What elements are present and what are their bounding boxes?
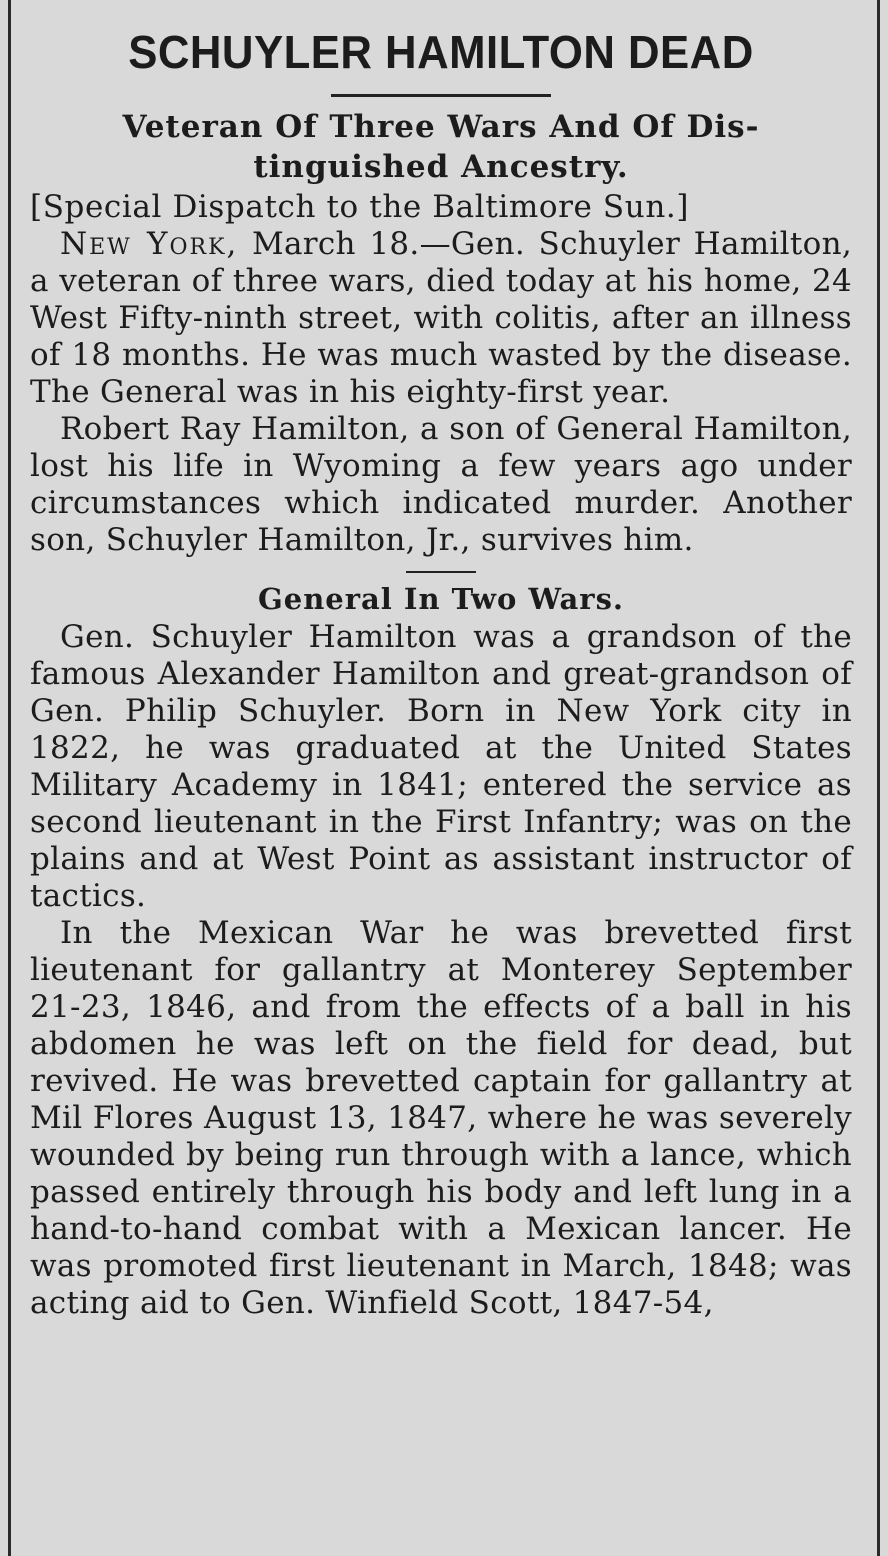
headline-divider xyxy=(331,94,551,97)
deck-line-1: Veteran Of Three Wars And Of Dis- xyxy=(122,109,760,145)
column-rule-right xyxy=(877,0,880,1556)
section-divider xyxy=(406,571,476,573)
column-rule-left xyxy=(8,0,11,1556)
article-column xyxy=(30,22,852,1322)
paragraph-1-text: March 18.—Gen. Schuyler Hamilton, a veteran of three wars, died today at his home, 24 West Fifty-ninth street, with colitis, after an illness of 18 months. He was much wasted by the disease. The General was in his eighty-first year. xyxy=(30,226,852,410)
paragraph-3: Gen. Schuyler Hamilton was a grandson of the famous Alexander Hamilton and great-grandson of Gen. Philip Schuyler. Born in New York city in 1822, he was graduated at the United States Military Academy in 1841; entered the service as second lieutenant in the First Infantry; was on the plains and at West Point as assistant instructor of tactics. xyxy=(30,619,852,914)
dispatch-credit: [Special Dispatch to the Baltimore Sun.] xyxy=(30,189,690,225)
paragraph-1 xyxy=(30,226,852,411)
deck-line-2: tinguished Ancestry. xyxy=(253,149,629,185)
paragraph-2: Robert Ray Hamilton, a son of General Hamilton, lost his life in Wyoming a few years ago under circumstances which indicated murder. Another son, Schuyler Hamilton, Jr., survives him. xyxy=(30,411,852,558)
paragraph-4: In the Mexican War he was brevetted first lieutenant for gallantry at Monterey September 21-23, 1846, and from the effects of a ball in his abdomen he was left on the field for dead, but revived. He was brevetted captain for gallantry at Mil Flores August 13, 1847, where he was severely wounded by being run through with a lance, which passed entirely through his body and left lung in a hand-to-hand combat with a Mexican lancer. He was promoted first lieutenant in March, 1848; was acting aid to Gen. Winfield Scott, 1847-54, xyxy=(30,915,852,1321)
headline: SCHUYLER HAMILTON DEAD xyxy=(128,26,754,78)
dateline: New York, xyxy=(60,226,239,262)
deck xyxy=(30,107,852,187)
subheading: General In Two Wars. xyxy=(257,582,625,616)
